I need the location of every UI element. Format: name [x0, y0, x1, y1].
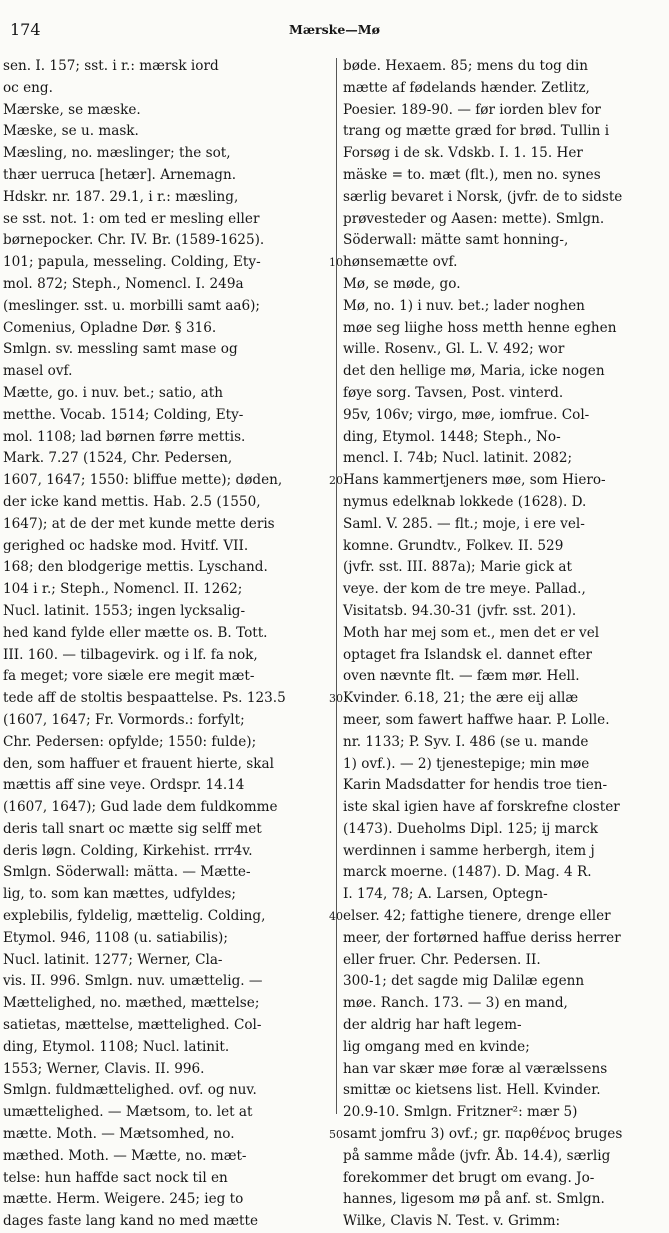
right-column-line: 95v, 106v; virgo, møe, iomfrue. Col-: [343, 406, 590, 423]
right-column-line: på samme måde (jvfr. Åb. 14.4), særlig: [343, 1147, 611, 1164]
left-column-line: 168; den blodgerige mettis. Lyschand.: [3, 559, 268, 576]
right-column-line: mencl. I. 74b; Nucl. latinit. 2082;: [343, 450, 573, 467]
left-column-line: ding, Etymol. 1108; Nucl. latinit.: [3, 1038, 230, 1055]
left-column-line: Smlgn. Söderwall: mätta. — Mætte-: [3, 864, 251, 881]
left-column-line: umættelighed. — Mætsom, to. let at: [3, 1104, 253, 1121]
right-column-line: Mø, se møde, go.: [343, 275, 461, 292]
right-column-line: nr. 1133; P. Syv. I. 486 (se u. mande: [343, 733, 589, 750]
right-column-line: komne. Grundtv., Folkev. II. 529: [343, 537, 564, 554]
left-column-line: hed kand fylde eller mætte os. B. Tott.: [3, 624, 268, 641]
right-column: [343, 56, 661, 1230]
right-column-line: 1) ovf.). — 2) tjenestepige; min møe: [343, 755, 590, 772]
right-column-line: veye. der kom de tre meye. Pallad.,: [343, 581, 586, 598]
left-column: [3, 56, 328, 1230]
right-column-line: Saml. V. 285. — flt.; moje, i ere vel-: [343, 515, 585, 532]
left-column-line: Mættelighed, no. mæthed, mættelse;: [3, 995, 260, 1012]
right-column-line: marck moerne. (1487). D. Mag. 4 R.: [343, 864, 592, 881]
left-column-line: Nucl. latinit. 1277; Werner, Cla-: [3, 951, 223, 968]
margin-line-number: 20: [329, 474, 343, 488]
right-column-line: trang og mætte græd for brød. Tullin i: [343, 123, 610, 140]
right-column-line: Karin Madsdatter for hendis troe tien-: [343, 777, 608, 794]
right-column-line: Poesier. 189-90. — før iorden blev for: [343, 101, 601, 118]
left-column-line: III. 160. — tilbagevirk. og i lf. fa nok,: [3, 646, 258, 663]
left-column-line: metthe. Vocab. 1514; Colding, Ety-: [3, 406, 244, 423]
right-column-line: Forsøg i de sk. Vdskb. I. 1. 15. Her: [343, 145, 583, 162]
left-column-line: (1607, 1647; Fr. Vormords.: forfylt;: [3, 711, 245, 728]
left-column-line: masel ovf.: [3, 363, 73, 380]
right-column-line: ding, Etymol. 1448; Steph., No-: [343, 428, 561, 445]
right-column-line: Kvinder. 6.18, 21; the ære eij allæ: [343, 690, 579, 707]
left-column-line: deris løgn. Colding, Kirkehist. rrr4v.: [3, 842, 253, 859]
right-column-line: møe seg liighe hoss metth henne eghen: [343, 319, 617, 336]
right-column-line: samt jomfru 3) ovf.; gr. παρθένος bruges: [343, 1126, 623, 1143]
right-column-line: optaget fra Islandsk el. dannet efter: [343, 646, 592, 663]
left-column-line: der icke kand mettis. Hab. 2.5 (1550,: [3, 493, 261, 510]
column-divider: [336, 58, 337, 1114]
left-column-line: mætte. Herm. Weigere. 245; ieg to: [3, 1191, 244, 1208]
left-column-line: mætte. Moth. — Mætsomhed, no.: [3, 1126, 235, 1143]
left-column-line: 101; papula, messeling. Colding, Ety-: [3, 254, 261, 271]
right-column-line: Mø, no. 1) i nuv. bet.; lader noghen: [343, 297, 585, 314]
right-column-line: iste skal igien have af forskrefne closter: [343, 799, 620, 816]
margin-line-number: 50: [329, 1128, 343, 1142]
left-column-line: Mæsling, no. mæslinger; the sot,: [3, 145, 231, 162]
left-column-line: Mætte, go. i nuv. bet.; satio, ath: [3, 384, 223, 401]
left-column-line: Smlgn. sv. messling samt mase og: [3, 341, 238, 358]
left-column-line: den, som haffuer et frauent hierte, skal: [3, 755, 274, 772]
right-column-line: prøvesteder og Aasen: mette). Smlgn.: [343, 210, 605, 227]
right-column-line: Visitatsb. 94.30-31 (jvfr. sst. 201).: [343, 602, 577, 619]
left-column-line: Mæske, se u. mask.: [3, 123, 139, 140]
right-column-line: (1473). Dueholms Dipl. 125; ij marck: [343, 820, 599, 837]
left-column-line: Mærske, se mæske.: [3, 101, 141, 118]
right-column-line: hannes, ligesom mø på anf. st. Smlgn.: [343, 1191, 605, 1208]
right-column-line: meer, der fortørned haffue deriss herrer: [343, 929, 621, 946]
left-column-line: satietas, mættelse, mættelighed. Col-: [3, 1017, 262, 1034]
right-column-line: eller fruer. Chr. Pedersen. II.: [343, 951, 541, 968]
left-column-line: mol. 1108; lad børnen førre mettis.: [3, 428, 246, 445]
left-column-line: Smlgn. fuldmættelighed. ovf. og nuv.: [3, 1082, 257, 1099]
left-column-line: 1647); at de der met kunde mette deris: [3, 515, 275, 532]
right-column-line: oven nævnte flt. — fæm mør. Hell.: [343, 668, 580, 685]
right-column-line: det den hellige mø, Maria, icke nogen: [343, 363, 605, 380]
right-column-line: Hans kammertjeners møe, som Hiero-: [343, 472, 606, 489]
right-column-line: mætte af fødelands hænder. Zetlitz,: [343, 79, 590, 96]
right-column-line: der aldrig har haft legem-: [343, 1017, 522, 1034]
left-column-line: dages faste lang kand no med mætte: [3, 1213, 258, 1230]
page-header: [0, 8, 669, 38]
left-column-line: vis. II. 996. Smlgn. nuv. umættelig. —: [3, 973, 263, 990]
left-column-line: Mark. 7.27 (1524, Chr. Pedersen,: [3, 450, 233, 467]
right-column-line: han var skær møe foræ al værælssens: [343, 1060, 608, 1077]
right-column-line: særlig bevaret i Norsk, (jvfr. de to sidste: [343, 188, 623, 205]
right-column-line: Wilke, Clavis N. Test. v. Grimm:: [343, 1213, 561, 1230]
right-column-line: hønsemætte ovf.: [343, 254, 458, 271]
page-number: 174: [10, 20, 41, 39]
right-column-line: 300-1; det sagde mig Dalilæ egenn: [343, 973, 585, 990]
right-column-line: meer, som fawert haffwe haar. P. Lolle.: [343, 711, 610, 728]
left-column-line: Chr. Pedersen: opfylde; 1550: fulde);: [3, 733, 257, 750]
left-column-line: 1607, 1647; 1550: bliffue mette); døden,: [3, 472, 283, 489]
left-column-line: se sst. not. 1: om ted er mesling eller: [3, 210, 260, 227]
right-column-line: lig omgang med en kvinde;: [343, 1038, 530, 1055]
left-column-line: Comenius, Opladne Dør. § 316.: [3, 319, 217, 336]
left-column-line: tede aff de stoltis bespaattelse. Ps. 123.5: [3, 690, 286, 707]
margin-line-number: 40: [329, 910, 343, 924]
left-column-line: 1553; Werner, Clavis. II. 996.: [3, 1060, 205, 1077]
right-column-line: møe. Ranch. 173. — 3) en mand,: [343, 995, 568, 1012]
margin-line-number: 30: [329, 692, 343, 706]
right-column-line: elser. 42; fattighe tienere, drenge eller: [343, 908, 611, 925]
left-column-line: telse: hun haffde sact nock til en: [3, 1169, 228, 1186]
left-column-line: Etymol. 946, 1108 (u. satiabilis);: [3, 929, 228, 946]
right-column-line: 20.9-10. Smlgn. Fritzner²: mær 5): [343, 1104, 578, 1121]
right-column-line: smittæ oc kietsens list. Hell. Kvinder.: [343, 1082, 601, 1099]
right-column-line: forekommer det brugt om evang. Jo-: [343, 1169, 595, 1186]
right-column-line: (jvfr. sst. III. 887a); Marie gick at: [343, 559, 572, 576]
left-column-line: Hdskr. nr. 187. 29.1, i r.: mæsling,: [3, 188, 239, 205]
running-head: Mærske—Mø: [289, 22, 380, 37]
left-column-line: sen. I. 157; sst. i r.: mærsk iord: [3, 58, 219, 74]
left-column-line: Nucl. latinit. 1553; ingen lycksalig-: [3, 602, 246, 619]
right-column-line: Söderwall: mätte samt honning-,: [343, 232, 569, 249]
left-column-line: 104 i r.; Steph., Nomencl. II. 1262;: [3, 581, 243, 598]
left-column-line: mol. 872; Steph., Nomencl. I. 249a: [3, 275, 244, 292]
left-column-line: deris tall snart oc mætte sig selff met: [3, 820, 262, 837]
left-column-line: fa meget; vore siæle ere megit mæt-: [3, 668, 255, 685]
left-column-line: gerighed oc hadske mod. Hvitf. VII.: [3, 537, 249, 554]
right-column-line: werdinnen i samme herbergh, item j: [343, 842, 595, 859]
right-column-line: nymus edelknab lokkede (1628). D.: [343, 493, 587, 510]
left-column-line: thær uerruca [hetær]. Arnemagn.: [3, 166, 237, 183]
left-column-line: mæthed. Moth. — Mætte, no. mæt-: [3, 1147, 247, 1164]
margin-line-number: 10: [329, 256, 343, 270]
right-column-line: mäske = to. mæt (flt.), men no. synes: [343, 166, 601, 183]
right-column-line: I. 174, 78; A. Larsen, Optegn-: [343, 886, 548, 903]
left-column-line: oc eng.: [3, 79, 53, 96]
left-column-line: børnepocker. Chr. IV. Br. (1589-1625).: [3, 232, 265, 249]
right-column-line: wille. Rosenv., Gl. L. V. 492; wor: [343, 341, 565, 358]
left-column-line: mættis aff sine veye. Ordspr. 14.14: [3, 777, 245, 794]
left-column-line: (meslinger. sst. u. morbilli samt aa6);: [3, 297, 260, 314]
left-column-line: (1607, 1647); Gud lade dem fuldkomme: [3, 799, 278, 816]
right-column-line: Moth har mej som et., men det er vel: [343, 624, 600, 641]
left-column-line: explebilis, fyldelig, mættelig. Colding,: [3, 908, 266, 925]
left-column-line: lig, to. som kan mættes, udfyldes;: [3, 886, 236, 903]
right-column-line: bøde. Hexaem. 85; mens du tog din: [343, 58, 588, 74]
right-column-line: føye sorg. Tavsen, Post. vinterd.: [343, 384, 564, 401]
